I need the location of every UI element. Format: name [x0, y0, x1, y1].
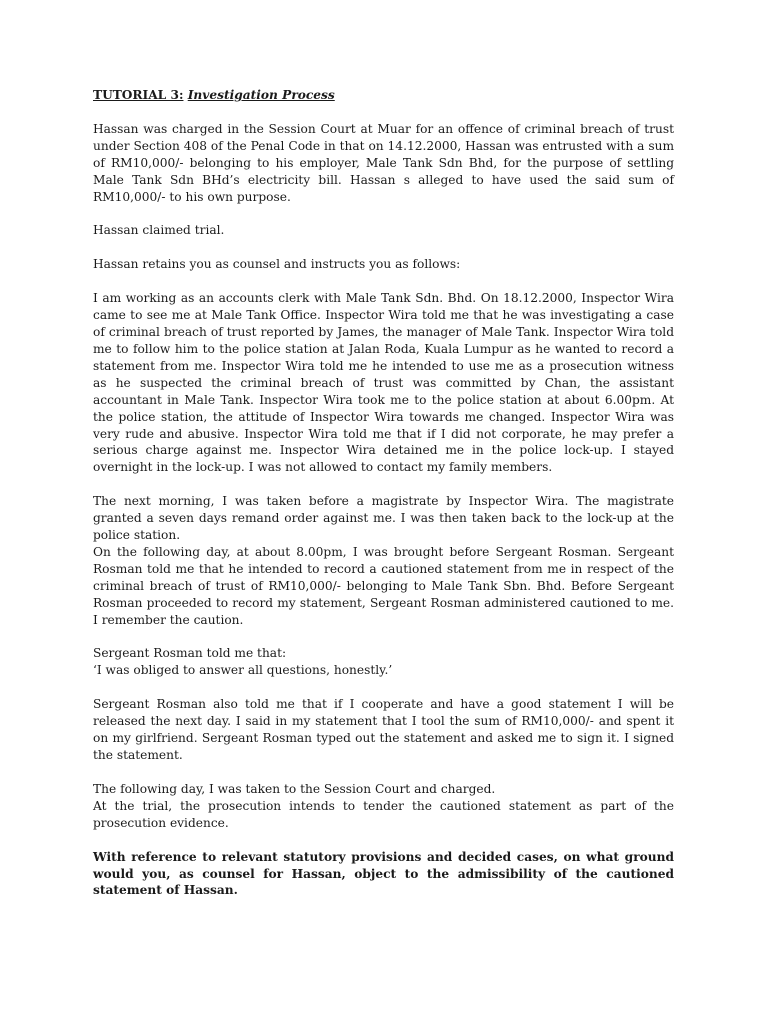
charged-paragraph: The following day, I was taken to the Session Court and charged. — [93, 781, 496, 796]
instructions-paragraph: Hassan retains you as counsel and instructs you as follows: — [93, 257, 461, 272]
tutorial-heading — [93, 87, 674, 104]
statement-paragraph-4: Sergeant Rosman also told me that if I cooperate and have a good statement I will be released the next day. I said in my statement that I tool the sum of RM10,000/- and spent it on my girlfriend. Sergeant Rosman typed out the statement and asked me to sign it. I signed the statement. — [93, 697, 674, 762]
tutorial-question: With reference to relevant statutory provisions and decided cases, on what ground would you, as counsel for Hassan, object to the admissibility of the cautioned statement of Hassan. — [93, 849, 674, 898]
heading-lead: TUTORIAL 3: — [93, 88, 184, 102]
statement-paragraph-2: The next morning, I was taken before a magistrate by Inspector Wira. The magistrate granted a seven days remand order against me. I was then taken back to the lock-up at the police station. — [93, 494, 674, 543]
caution-intro: Sergeant Rosman told me that: — [93, 646, 287, 661]
trial-paragraph: At the trial, the prosecution intends to tender the cautioned statement as part of the prosecution evidence. — [93, 798, 674, 830]
statement-paragraph-1: I am working as an accounts clerk with Male Tank Sdn. Bhd. On 18.12.2000, Inspector Wira came to see me at Male Tank Office. Inspector Wira told me that he was investigating a case of criminal breach of trust reported by James, the manager of Male Tank. Inspector Wira told me to follow him to the police station at Jalan Roda, Kuala Lumpur as he wanted to record a statement from me. Inspector Wira told me he intended to use me as a prosecution witness as he suspected the criminal breach of trust was committed by Chan, the assistant accountant in Male Tank. Inspector Wira took me to the police station at about 6.00pm. At the police station, the attitude of Inspector Wira towards me changed. Inspector Wira was very rude and abusive. Inspector Wira told me that if I did not corporate, he may prefer a serious charge against me. Inspector Wira detained me in the police lock-up. I stayed overnight in the lock-up. I was not allowed to contact my family members. — [93, 291, 674, 475]
heading-topic: Investigation Process — [187, 88, 335, 102]
document-page — [93, 87, 674, 899]
charge-paragraph: Hassan was charged in the Session Court at Muar for an offence of criminal breach of trust under Section 408 of the Penal Code in that on 14.12.2000, Hassan was entrusted with a sum of RM10,000/- belonging to his employer, Male Tank Sdn Bhd, for the purpose of settling Male Tank Sdn BHd’s electricity bill. Hassan s alleged to have used the said sum of RM10,000/- to his own purpose. — [93, 121, 674, 204]
claimed-trial-paragraph: Hassan claimed trial. — [93, 223, 225, 238]
caution-quote: ‘I was obliged to answer all questions, honestly.’ — [93, 663, 393, 678]
statement-paragraph-3: On the following day, at about 8.00pm, I was brought before Sergeant Rosman. Sergeant Rosman told me that he intended to record a cautioned statement from me in respect of the criminal breach of trust of RM10,000/- belonging to Male Tank Sbn. Bhd. Before Sergeant Rosman proceeded to record my statement, Sergeant Rosman administered cautioned to me. I remember the caution. — [93, 544, 674, 627]
